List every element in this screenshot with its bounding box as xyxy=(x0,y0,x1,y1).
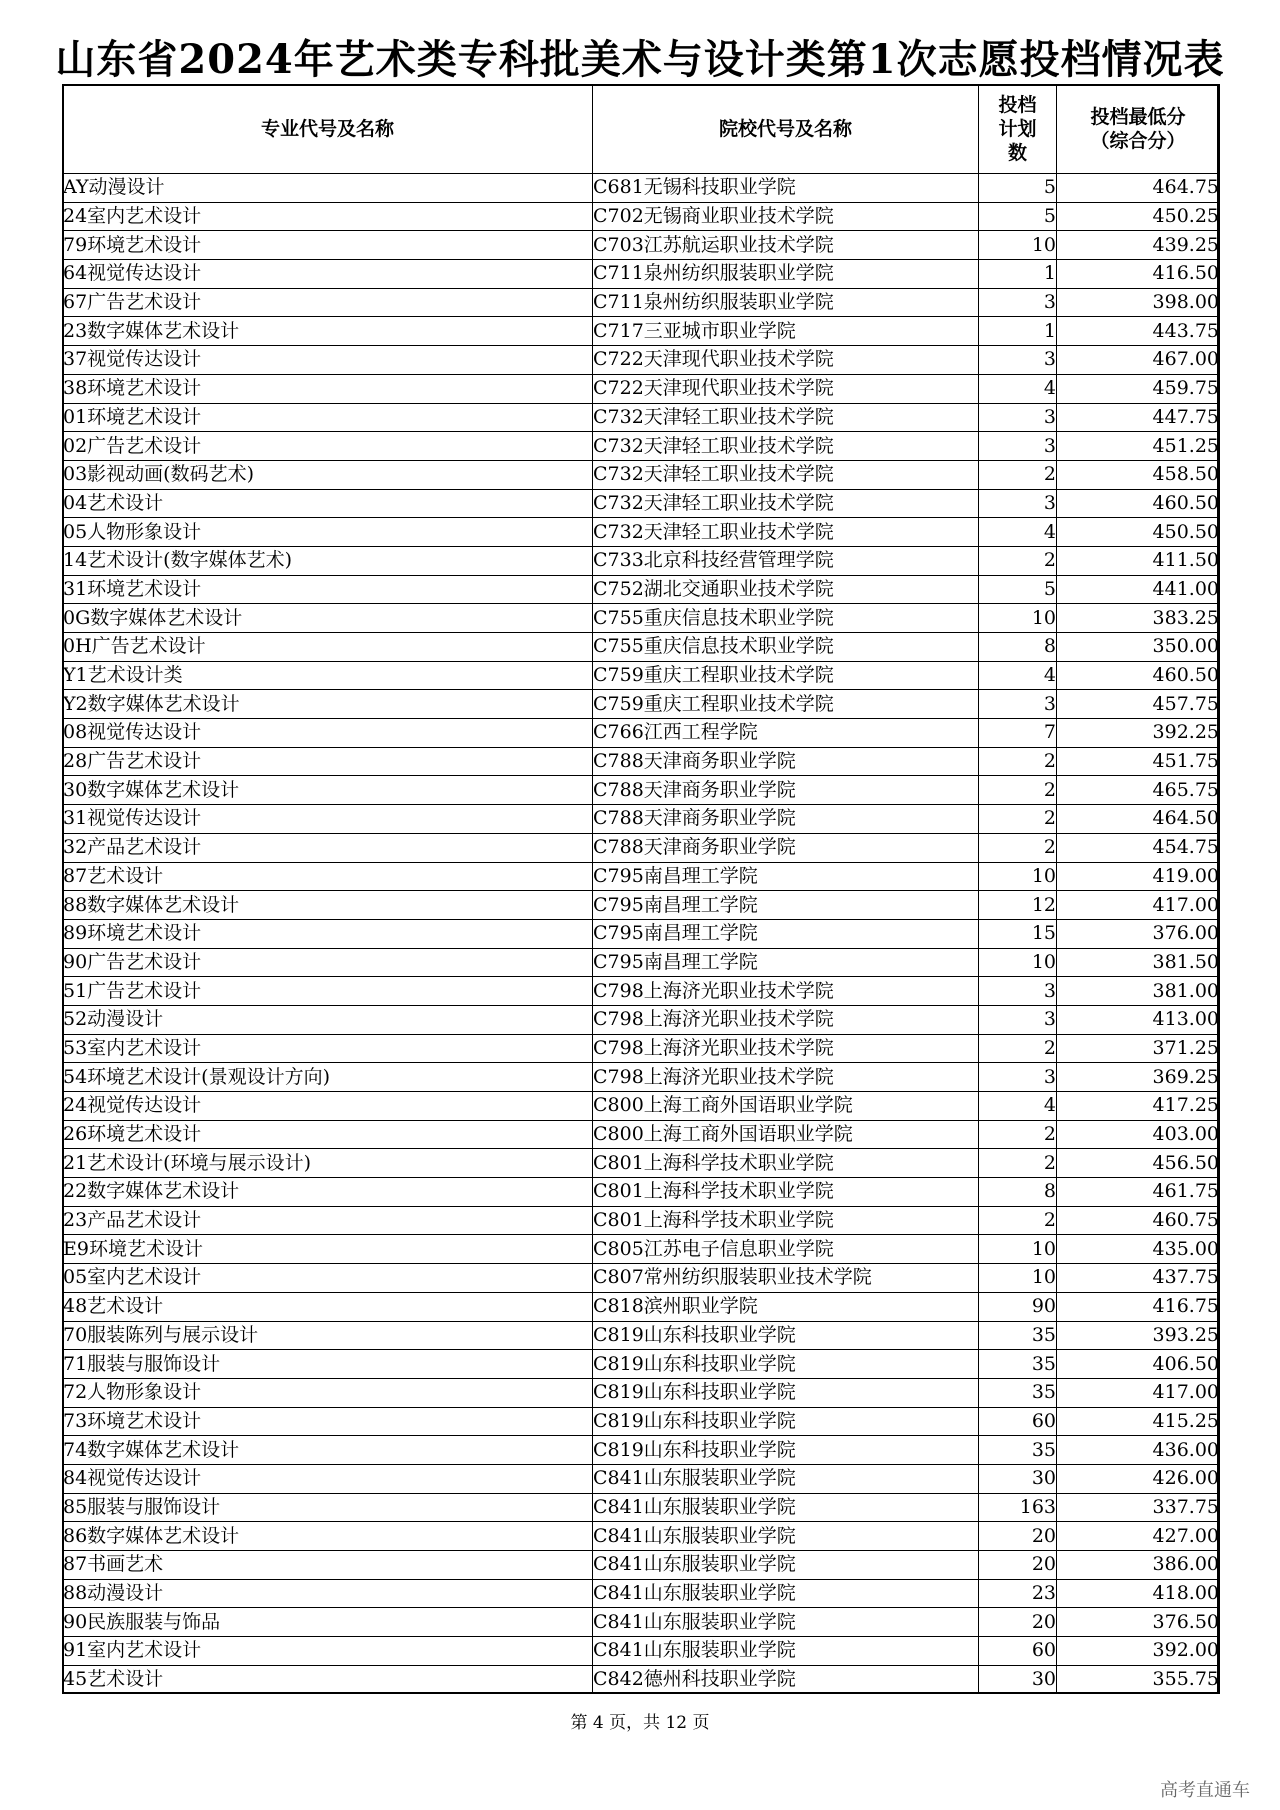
cell-major: 67广告艺术设计 xyxy=(63,288,593,317)
cell-major: 84视觉传达设计 xyxy=(63,1464,593,1493)
cell-plan: 23 xyxy=(979,1579,1057,1608)
cell-school: C788天津商务职业学院 xyxy=(593,833,979,862)
header-major: 专业代号及名称 xyxy=(63,85,593,174)
cell-score: 460.50 xyxy=(1057,661,1220,690)
cell-school: C819山东科技职业学院 xyxy=(593,1407,979,1436)
cell-school: C717三亚城市职业学院 xyxy=(593,317,979,346)
cell-score: 451.75 xyxy=(1057,747,1220,776)
cell-major: 03影视动画(数码艺术) xyxy=(63,460,593,489)
cell-school: C819山东科技职业学院 xyxy=(593,1436,979,1465)
cell-school: C795南昌理工学院 xyxy=(593,919,979,948)
cell-plan: 163 xyxy=(979,1493,1057,1522)
cell-plan: 3 xyxy=(979,1005,1057,1034)
table-row xyxy=(63,1665,1220,1694)
cell-school: C798上海济光职业技术学院 xyxy=(593,1034,979,1063)
cell-plan: 3 xyxy=(979,432,1057,461)
cell-score: 436.00 xyxy=(1057,1436,1220,1465)
cell-school: C759重庆工程职业技术学院 xyxy=(593,661,979,690)
cell-major: 04艺术设计 xyxy=(63,489,593,518)
cell-plan: 4 xyxy=(979,518,1057,547)
cell-school: C732天津轻工职业技术学院 xyxy=(593,489,979,518)
cell-major: 08视觉传达设计 xyxy=(63,719,593,748)
cell-plan: 8 xyxy=(979,633,1057,662)
table-row xyxy=(63,805,1220,834)
cell-plan: 10 xyxy=(979,231,1057,260)
table-row xyxy=(63,1493,1220,1522)
table-row xyxy=(63,260,1220,289)
cell-school: C752湖北交通职业技术学院 xyxy=(593,575,979,604)
table-row xyxy=(63,1206,1220,1235)
cell-school: C801上海科学技术职业学院 xyxy=(593,1206,979,1235)
cell-school: C798上海济光职业技术学院 xyxy=(593,1063,979,1092)
cell-plan: 60 xyxy=(979,1407,1057,1436)
cell-plan: 3 xyxy=(979,288,1057,317)
cell-score: 381.00 xyxy=(1057,977,1220,1006)
cell-school: C819山东科技职业学院 xyxy=(593,1378,979,1407)
cell-school: C841山东服装职业学院 xyxy=(593,1551,979,1580)
cell-school: C732天津轻工职业技术学院 xyxy=(593,432,979,461)
cell-school: C800上海工商外国语职业学院 xyxy=(593,1092,979,1121)
cell-score: 459.75 xyxy=(1057,374,1220,403)
cell-plan: 3 xyxy=(979,346,1057,375)
cell-score: 464.75 xyxy=(1057,174,1220,203)
cell-score: 413.00 xyxy=(1057,1005,1220,1034)
cell-major: 87艺术设计 xyxy=(63,862,593,891)
cell-score: 457.75 xyxy=(1057,690,1220,719)
cell-score: 435.00 xyxy=(1057,1235,1220,1264)
cell-score: 398.00 xyxy=(1057,288,1220,317)
cell-plan: 2 xyxy=(979,1149,1057,1178)
cell-major: 51广告艺术设计 xyxy=(63,977,593,1006)
cell-plan: 10 xyxy=(979,948,1057,977)
cell-score: 464.50 xyxy=(1057,805,1220,834)
cell-school: C788天津商务职业学院 xyxy=(593,776,979,805)
cell-major: 79环境艺术设计 xyxy=(63,231,593,260)
table-row xyxy=(63,604,1220,633)
cell-score: 426.00 xyxy=(1057,1464,1220,1493)
table-row xyxy=(63,518,1220,547)
cell-score: 451.25 xyxy=(1057,432,1220,461)
table-row xyxy=(63,776,1220,805)
cell-major: 02广告艺术设计 xyxy=(63,432,593,461)
cell-score: 417.00 xyxy=(1057,1378,1220,1407)
cell-school: C842德州科技职业学院 xyxy=(593,1665,979,1694)
cell-major: 01环境艺术设计 xyxy=(63,403,593,432)
cell-major: 37视觉传达设计 xyxy=(63,346,593,375)
cell-major: 71服装与服饰设计 xyxy=(63,1350,593,1379)
cell-score: 369.25 xyxy=(1057,1063,1220,1092)
cell-score: 460.50 xyxy=(1057,489,1220,518)
cell-school: C755重庆信息技术职业学院 xyxy=(593,604,979,633)
header-score: 投档最低分 （综合分） xyxy=(1057,85,1220,174)
cell-major: AY动漫设计 xyxy=(63,174,593,203)
cell-major: 26环境艺术设计 xyxy=(63,1120,593,1149)
cell-school: C795南昌理工学院 xyxy=(593,891,979,920)
cell-major: 22数字媒体艺术设计 xyxy=(63,1178,593,1207)
cell-major: 91室内艺术设计 xyxy=(63,1637,593,1666)
table-row xyxy=(63,374,1220,403)
cell-score: 450.50 xyxy=(1057,518,1220,547)
page-title: 山东省2024年艺术类专科批美术与设计类第1次志愿投档情况表 xyxy=(55,36,1225,83)
cell-major: 52动漫设计 xyxy=(63,1005,593,1034)
cell-major: 89环境艺术设计 xyxy=(63,919,593,948)
cell-major: 64视觉传达设计 xyxy=(63,260,593,289)
cell-major: 86数字媒体艺术设计 xyxy=(63,1522,593,1551)
cell-score: 406.50 xyxy=(1057,1350,1220,1379)
cell-plan: 3 xyxy=(979,1063,1057,1092)
cell-school: C801上海科学技术职业学院 xyxy=(593,1149,979,1178)
cell-major: 24室内艺术设计 xyxy=(63,202,593,231)
table-body xyxy=(63,174,1220,1694)
cell-major: 31视觉传达设计 xyxy=(63,805,593,834)
cell-major: 45艺术设计 xyxy=(63,1665,593,1694)
table-row xyxy=(63,919,1220,948)
cell-school: C841山东服装职业学院 xyxy=(593,1579,979,1608)
cell-score: 454.75 xyxy=(1057,833,1220,862)
cell-major: 21艺术设计(环境与展示设计) xyxy=(63,1149,593,1178)
table-row xyxy=(63,948,1220,977)
header-plan: 投档 计划 数 xyxy=(979,85,1057,174)
cell-major: E9环境艺术设计 xyxy=(63,1235,593,1264)
cell-major: 88动漫设计 xyxy=(63,1579,593,1608)
cell-school: C788天津商务职业学院 xyxy=(593,805,979,834)
cell-plan: 4 xyxy=(979,661,1057,690)
table-row xyxy=(63,977,1220,1006)
cell-score: 392.25 xyxy=(1057,719,1220,748)
cell-major: 38环境艺术设计 xyxy=(63,374,593,403)
table-row xyxy=(63,1579,1220,1608)
table-row xyxy=(63,1034,1220,1063)
cell-school: C807常州纺织服装职业技术学院 xyxy=(593,1264,979,1293)
cell-major: 90广告艺术设计 xyxy=(63,948,593,977)
table-row xyxy=(63,862,1220,891)
cell-school: C798上海济光职业技术学院 xyxy=(593,1005,979,1034)
table-row xyxy=(63,1178,1220,1207)
cell-major: 70服装陈列与展示设计 xyxy=(63,1321,593,1350)
cell-plan: 3 xyxy=(979,690,1057,719)
cell-plan: 1 xyxy=(979,260,1057,289)
cell-major: 24视觉传达设计 xyxy=(63,1092,593,1121)
table-row xyxy=(63,1005,1220,1034)
cell-school: C722天津现代职业技术学院 xyxy=(593,346,979,375)
cell-school: C732天津轻工职业技术学院 xyxy=(593,518,979,547)
cell-major: 54环境艺术设计(景观设计方向) xyxy=(63,1063,593,1092)
cell-school: C795南昌理工学院 xyxy=(593,948,979,977)
table-row xyxy=(63,1522,1220,1551)
cell-score: 447.75 xyxy=(1057,403,1220,432)
table-row xyxy=(63,1092,1220,1121)
cell-plan: 10 xyxy=(979,1264,1057,1293)
cell-score: 437.75 xyxy=(1057,1264,1220,1293)
cell-school: C722天津现代职业技术学院 xyxy=(593,374,979,403)
cell-score: 416.50 xyxy=(1057,260,1220,289)
cell-major: 0H广告艺术设计 xyxy=(63,633,593,662)
table-row xyxy=(63,1264,1220,1293)
cell-school: C841山东服装职业学院 xyxy=(593,1522,979,1551)
table-row xyxy=(63,1551,1220,1580)
table-row xyxy=(63,1608,1220,1637)
cell-major: 05室内艺术设计 xyxy=(63,1264,593,1293)
cell-major: 48艺术设计 xyxy=(63,1292,593,1321)
cell-score: 350.00 xyxy=(1057,633,1220,662)
cell-major: 23数字媒体艺术设计 xyxy=(63,317,593,346)
table-row xyxy=(63,719,1220,748)
table-row xyxy=(63,1464,1220,1493)
table-row xyxy=(63,174,1220,203)
table-row xyxy=(63,489,1220,518)
table-header-row xyxy=(63,85,1220,174)
cell-score: 403.00 xyxy=(1057,1120,1220,1149)
table-row xyxy=(63,1292,1220,1321)
cell-plan: 5 xyxy=(979,575,1057,604)
table-row xyxy=(63,891,1220,920)
table-row xyxy=(63,231,1220,260)
table-row xyxy=(63,1350,1220,1379)
cell-score: 392.00 xyxy=(1057,1637,1220,1666)
cell-major: 05人物形象设计 xyxy=(63,518,593,547)
cell-major: 74数字媒体艺术设计 xyxy=(63,1436,593,1465)
table-row xyxy=(63,1637,1220,1666)
cell-school: C841山东服装职业学院 xyxy=(593,1608,979,1637)
cell-plan: 30 xyxy=(979,1665,1057,1694)
cell-plan: 30 xyxy=(979,1464,1057,1493)
cell-plan: 12 xyxy=(979,891,1057,920)
cell-plan: 2 xyxy=(979,1206,1057,1235)
cell-score: 458.50 xyxy=(1057,460,1220,489)
cell-major: 53室内艺术设计 xyxy=(63,1034,593,1063)
cell-plan: 2 xyxy=(979,1034,1057,1063)
cell-school: C819山东科技职业学院 xyxy=(593,1350,979,1379)
cell-major: 0G数字媒体艺术设计 xyxy=(63,604,593,633)
cell-score: 427.00 xyxy=(1057,1522,1220,1551)
cell-major: Y1艺术设计类 xyxy=(63,661,593,690)
cell-major: 32产品艺术设计 xyxy=(63,833,593,862)
table-row xyxy=(63,403,1220,432)
cell-plan: 10 xyxy=(979,604,1057,633)
table-row xyxy=(63,1436,1220,1465)
table-row xyxy=(63,1063,1220,1092)
cell-score: 371.25 xyxy=(1057,1034,1220,1063)
cell-school: C819山东科技职业学院 xyxy=(593,1321,979,1350)
cell-plan: 60 xyxy=(979,1637,1057,1666)
cell-major: 28广告艺术设计 xyxy=(63,747,593,776)
cell-plan: 4 xyxy=(979,374,1057,403)
cell-plan: 5 xyxy=(979,174,1057,203)
cell-school: C801上海科学技术职业学院 xyxy=(593,1178,979,1207)
table-row xyxy=(63,661,1220,690)
cell-plan: 20 xyxy=(979,1522,1057,1551)
cell-major: 88数字媒体艺术设计 xyxy=(63,891,593,920)
table-row xyxy=(63,1378,1220,1407)
cell-score: 376.50 xyxy=(1057,1608,1220,1637)
cell-score: 411.50 xyxy=(1057,546,1220,575)
page-footer: 第 4 页，共 12 页 xyxy=(570,1713,710,1733)
cell-score: 460.75 xyxy=(1057,1206,1220,1235)
cell-school: C681无锡科技职业学院 xyxy=(593,174,979,203)
table-row xyxy=(63,1321,1220,1350)
cell-score: 376.00 xyxy=(1057,919,1220,948)
cell-plan: 35 xyxy=(979,1436,1057,1465)
table-row xyxy=(63,575,1220,604)
cell-plan: 2 xyxy=(979,776,1057,805)
table-row xyxy=(63,690,1220,719)
cell-plan: 2 xyxy=(979,460,1057,489)
cell-school: C702无锡商业职业技术学院 xyxy=(593,202,979,231)
watermark: 高考直通车 xyxy=(1160,1780,1250,1801)
cell-plan: 3 xyxy=(979,977,1057,1006)
cell-major: 14艺术设计(数字媒体艺术) xyxy=(63,546,593,575)
cell-plan: 2 xyxy=(979,546,1057,575)
cell-plan: 10 xyxy=(979,1235,1057,1264)
cell-school: C755重庆信息技术职业学院 xyxy=(593,633,979,662)
cell-plan: 8 xyxy=(979,1178,1057,1207)
cell-score: 417.00 xyxy=(1057,891,1220,920)
cell-plan: 2 xyxy=(979,747,1057,776)
cell-plan: 2 xyxy=(979,1120,1057,1149)
table-row xyxy=(63,288,1220,317)
cell-score: 355.75 xyxy=(1057,1665,1220,1694)
cell-major: 72人物形象设计 xyxy=(63,1378,593,1407)
cell-school: C703江苏航运职业技术学院 xyxy=(593,231,979,260)
cell-plan: 35 xyxy=(979,1350,1057,1379)
cell-score: 415.25 xyxy=(1057,1407,1220,1436)
cell-score: 417.25 xyxy=(1057,1092,1220,1121)
cell-plan: 15 xyxy=(979,919,1057,948)
cell-plan: 90 xyxy=(979,1292,1057,1321)
table-row xyxy=(63,317,1220,346)
cell-school: C841山东服装职业学院 xyxy=(593,1464,979,1493)
table-row xyxy=(63,747,1220,776)
cell-school: C788天津商务职业学院 xyxy=(593,747,979,776)
cell-score: 416.75 xyxy=(1057,1292,1220,1321)
cell-school: C805江苏电子信息职业学院 xyxy=(593,1235,979,1264)
cell-score: 465.75 xyxy=(1057,776,1220,805)
cell-school: C711泉州纺织服装职业学院 xyxy=(593,288,979,317)
cell-plan: 2 xyxy=(979,805,1057,834)
cell-school: C732天津轻工职业技术学院 xyxy=(593,460,979,489)
cell-school: C798上海济光职业技术学院 xyxy=(593,977,979,1006)
cell-score: 456.50 xyxy=(1057,1149,1220,1178)
cell-plan: 4 xyxy=(979,1092,1057,1121)
cell-school: C800上海工商外国语职业学院 xyxy=(593,1120,979,1149)
table-row xyxy=(63,546,1220,575)
header-school: 院校代号及名称 xyxy=(593,85,979,174)
cell-major: 73环境艺术设计 xyxy=(63,1407,593,1436)
table-row xyxy=(63,346,1220,375)
cell-major: 90民族服装与饰品 xyxy=(63,1608,593,1637)
cell-score: 419.00 xyxy=(1057,862,1220,891)
table-row xyxy=(63,1120,1220,1149)
table-row xyxy=(63,460,1220,489)
cell-plan: 2 xyxy=(979,833,1057,862)
table-row xyxy=(63,1407,1220,1436)
cell-score: 386.00 xyxy=(1057,1551,1220,1580)
cell-school: C732天津轻工职业技术学院 xyxy=(593,403,979,432)
table-row xyxy=(63,633,1220,662)
cell-score: 450.25 xyxy=(1057,202,1220,231)
table-row xyxy=(63,432,1220,461)
cell-plan: 20 xyxy=(979,1608,1057,1637)
cell-major: Y2数字媒体艺术设计 xyxy=(63,690,593,719)
cell-plan: 3 xyxy=(979,403,1057,432)
cell-plan: 35 xyxy=(979,1321,1057,1350)
cell-school: C841山东服装职业学院 xyxy=(593,1493,979,1522)
cell-school: C759重庆工程职业技术学院 xyxy=(593,690,979,719)
admission-table xyxy=(62,84,1220,1694)
cell-major: 31环境艺术设计 xyxy=(63,575,593,604)
cell-plan: 3 xyxy=(979,489,1057,518)
cell-plan: 35 xyxy=(979,1378,1057,1407)
cell-plan: 10 xyxy=(979,862,1057,891)
cell-score: 337.75 xyxy=(1057,1493,1220,1522)
cell-plan: 5 xyxy=(979,202,1057,231)
cell-score: 443.75 xyxy=(1057,317,1220,346)
cell-score: 467.00 xyxy=(1057,346,1220,375)
cell-score: 393.25 xyxy=(1057,1321,1220,1350)
cell-score: 381.50 xyxy=(1057,948,1220,977)
cell-school: C795南昌理工学院 xyxy=(593,862,979,891)
cell-plan: 20 xyxy=(979,1551,1057,1580)
cell-school: C818滨州职业学院 xyxy=(593,1292,979,1321)
table-row xyxy=(63,1235,1220,1264)
cell-major: 30数字媒体艺术设计 xyxy=(63,776,593,805)
cell-major: 23产品艺术设计 xyxy=(63,1206,593,1235)
cell-score: 383.25 xyxy=(1057,604,1220,633)
cell-school: C733北京科技经营管理学院 xyxy=(593,546,979,575)
cell-school: C766江西工程学院 xyxy=(593,719,979,748)
cell-plan: 7 xyxy=(979,719,1057,748)
table-row xyxy=(63,202,1220,231)
cell-score: 439.25 xyxy=(1057,231,1220,260)
cell-school: C711泉州纺织服装职业学院 xyxy=(593,260,979,289)
cell-score: 461.75 xyxy=(1057,1178,1220,1207)
table-row xyxy=(63,1149,1220,1178)
cell-score: 441.00 xyxy=(1057,575,1220,604)
cell-major: 87书画艺术 xyxy=(63,1551,593,1580)
table-row xyxy=(63,833,1220,862)
cell-school: C841山东服装职业学院 xyxy=(593,1637,979,1666)
cell-score: 418.00 xyxy=(1057,1579,1220,1608)
cell-plan: 1 xyxy=(979,317,1057,346)
cell-major: 85服装与服饰设计 xyxy=(63,1493,593,1522)
